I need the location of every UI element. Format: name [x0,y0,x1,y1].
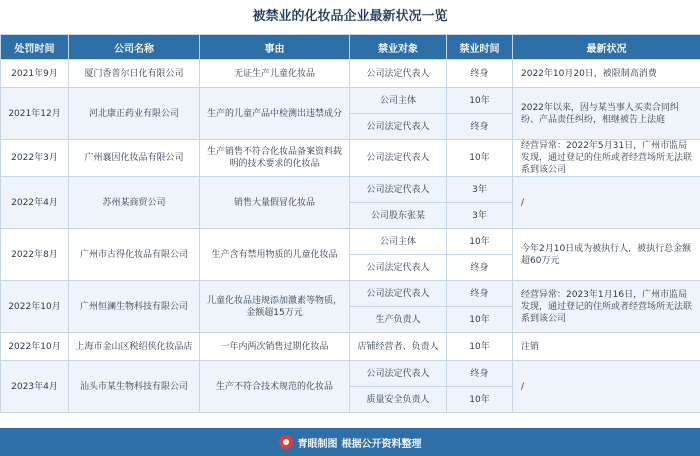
cell-reason: 生产含有禁用物质的儿童化妆品 [200,229,350,281]
table-header-row [1,35,700,60]
cell-company: 河北康正药业有限公司 [69,88,200,140]
table-row [1,281,700,307]
cell-time: 2022年10月 [1,281,69,333]
cell-duration: 3年 [447,203,513,229]
cell-company: 厦门香普尔日化有限公司 [69,60,200,88]
cell-target: 公司法定代表人 [350,255,447,281]
header-duration: 禁业时间 [447,35,513,60]
table-row [1,361,700,387]
cell-reason: 生产不符合技术规范的化妆品 [200,361,350,413]
cell-target: 公司主体 [350,229,447,255]
table-row [1,140,700,177]
cell-target: 公司法定代表人 [350,60,447,88]
cell-time: 2021年12月 [1,88,69,140]
table-row [1,333,700,361]
table-row [1,88,700,114]
cell-reason: 一年内两次销售过期化妆品 [200,333,350,361]
cell-duration: 10年 [447,307,513,333]
cell-status: 2022年10月20日，被限制高消费 [513,60,700,88]
header-status: 最新状况 [513,35,700,60]
cell-duration: 10年 [447,88,513,114]
cell-duration: 10年 [447,229,513,255]
cell-status: 经营异常：2022年5月31日，广州市监局发现，通过登记的住所或者经营场所无法联系到该公司 [513,140,700,177]
cell-company: 汕头市某生物科技有限公司 [69,361,200,413]
table-row [1,229,700,255]
header-target: 禁业对象 [350,35,447,60]
cell-status: / [513,177,700,229]
cell-target: 公司法定代表人 [350,177,447,203]
cell-target: 公司股东张某 [350,203,447,229]
cell-company: 广州市古得化妆品有限公司 [69,229,200,281]
cell-reason: 销售大量假冒化妆品 [200,177,350,229]
footer-brand: 青眼制图 [297,438,338,450]
cell-target: 店铺经营者、负责人 [350,333,447,361]
cell-status: 经营异常：2023年1月16日，广州市监局发现，通过登记的住所或者经营场所无法联系到该公司 [513,281,700,333]
cell-target: 生产负责人 [350,307,447,333]
cell-time: 2021年9月 [1,60,69,88]
cell-duration: 终身 [447,255,513,281]
header-time: 处罚时间 [1,35,69,60]
cell-company: 广州襄因化妆品有限公司 [69,140,200,177]
enterprise-table [0,34,700,413]
cell-duration: 10年 [447,333,513,361]
cell-company: 上海市金山区税绍侠化妆品店 [69,333,200,361]
cell-duration: 3年 [447,177,513,203]
cell-duration: 终身 [447,114,513,140]
logo-icon [279,435,293,449]
table-row [1,60,700,88]
cell-duration: 终身 [447,60,513,88]
cell-time: 2022年3月 [1,140,69,177]
cell-target: 公司主体 [350,88,447,114]
cell-company: 广州恒澜生物科技有限公司 [69,281,200,333]
cell-target: 质量安全负责人 [350,387,447,413]
cell-target: 公司法定代表人 [350,114,447,140]
cell-status: 注销 [513,333,700,361]
cell-status: 今年2月10日成为被执行人，被执行总金额超60万元 [513,229,700,281]
footer [0,428,700,456]
cell-company: 苏州某商贸公司 [69,177,200,229]
cell-status: 2022年以来，因与某当事人买卖合同纠纷、产品责任纠纷，相继被告上法庭 [513,88,700,140]
page-title: 被禁业的化妆品企业最新状况一览 [252,9,448,24]
cell-duration: 终身 [447,361,513,387]
cell-time: 2022年8月 [1,229,69,281]
cell-duration: 10年 [447,387,513,413]
cell-reason: 生产的儿童产品中检测出违禁成分 [200,88,350,140]
cell-reason: 无证生产儿童化妆品 [200,60,350,88]
cell-duration: 10年 [447,140,513,177]
cell-reason: 儿童化妆品违规添加激素等物质，金额超15万元 [200,281,350,333]
cell-duration: 终身 [447,281,513,307]
cell-target: 公司法定代表人 [350,140,447,177]
cell-status: / [513,361,700,413]
cell-time: 2022年4月 [1,177,69,229]
cell-time: 2022年10月 [1,333,69,361]
footer-text: 根据公开资料整理 [341,438,422,450]
cell-target: 公司法定代表人 [350,361,447,387]
table-row [1,177,700,203]
cell-target: 公司法定代表人 [350,281,447,307]
cell-reason: 生产销售不符合化妆品备案资料载明的技术要求的化妆品 [200,140,350,177]
header-reason: 事由 [200,35,350,60]
header-company: 公司名称 [69,35,200,60]
cell-time: 2023年4月 [1,361,69,413]
